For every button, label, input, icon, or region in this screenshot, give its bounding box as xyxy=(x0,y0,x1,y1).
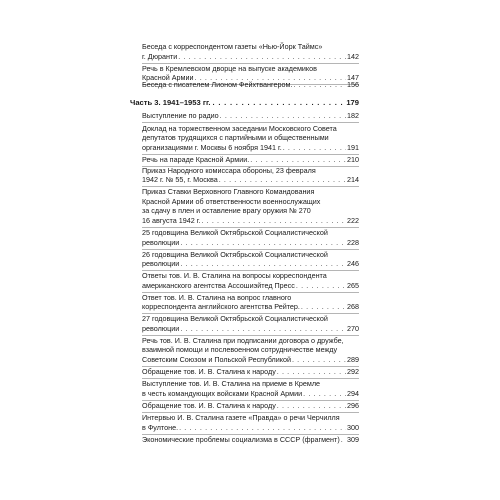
leader-dots xyxy=(180,259,346,269)
toc-entry-line: Беседа с корреспондентом газеты «Нью-Йорк Таймс» xyxy=(142,42,323,51)
toc-entry-line: Доклад на торжественном заседании Московского Совета xyxy=(142,123,337,133)
leader-dots xyxy=(201,216,346,226)
leader-dots xyxy=(179,423,346,433)
leader-dots xyxy=(296,281,346,291)
toc-entry[interactable] xyxy=(142,379,359,398)
toc-entry[interactable] xyxy=(142,413,359,432)
toc-entry-line: Обращение тов. И. В. Сталина к народу xyxy=(142,400,276,410)
toc-entry-line: Красной Армии xyxy=(142,73,194,83)
toc-page-number: 268 xyxy=(347,302,359,312)
toc-entry[interactable] xyxy=(142,155,359,165)
toc-entry-line: Речь на параде Красной Армии. xyxy=(142,154,250,164)
toc-entry-line: взаимной помощи и послевоенном сотрудничестве между xyxy=(142,345,338,355)
toc-entry-line: Приказ Ставки Верховного Главного Командования xyxy=(142,187,315,196)
leader-dots xyxy=(178,52,346,62)
toc-entry-line: в честь командующих войсками Красной Армии xyxy=(142,388,303,398)
toc-entry-line: 27 годовщина Великой Октябрьской Социалистической xyxy=(142,314,328,323)
toc-entry[interactable] xyxy=(142,271,359,290)
toc-entry-line: Приказ Народного комиссара обороны, 23 февраля xyxy=(142,165,316,175)
leader-dots xyxy=(283,143,346,153)
toc-entry-line: в Фултоне. xyxy=(142,422,179,432)
toc-page-number: 147 xyxy=(347,73,359,83)
toc-entry[interactable] xyxy=(142,124,359,153)
leader-dots xyxy=(303,389,346,399)
toc-entry-line: корреспондента английского агентства Рейтер. xyxy=(142,302,300,312)
toc-entry-line: за сдачу в плен и оставление врагу оружия № 270 xyxy=(142,206,311,216)
toc-entry-line: Беседа с писателем Лионом Фейхтвангером. xyxy=(142,79,293,89)
leader-dots xyxy=(292,355,346,365)
toc-entry-line: Красной Армии об ответственности военнослужащих xyxy=(142,196,321,206)
toc-page-number: 294 xyxy=(347,388,359,398)
leader-dots xyxy=(213,98,345,108)
leader-dots xyxy=(301,302,346,312)
toc-entry-line: революции xyxy=(142,259,180,269)
toc-entry-line: 16 августа 1942 г. xyxy=(142,215,201,225)
toc-page-number: 270 xyxy=(347,323,359,333)
toc-entry[interactable] xyxy=(142,314,359,333)
toc-entry-line: Ответы тов. И. В. Сталина на вопросы корреспондента xyxy=(142,271,327,280)
toc-page-number: 182 xyxy=(347,110,359,120)
toc-page-number: 222 xyxy=(347,215,359,225)
toc-page-number: 142 xyxy=(347,51,359,61)
toc-entry-line: Обращение тов. И. В. Сталина к народу xyxy=(142,366,276,376)
entry-separator xyxy=(142,122,359,123)
toc-page-number: 246 xyxy=(347,259,359,269)
toc-entry-line: 25 годовщина Великой Октябрьской Социалистической xyxy=(142,228,328,237)
toc-entry[interactable] xyxy=(142,435,359,445)
leader-dots xyxy=(180,238,346,248)
toc-entry-line: революции xyxy=(142,237,180,247)
toc-entry-line: американского агентства Ассошиэйтед Пресс xyxy=(142,280,295,290)
leader-dots xyxy=(293,80,346,90)
toc-entry-line: г. Дюранти xyxy=(142,51,178,61)
toc-entry-line: организациями г. Москвы 6 ноября 1941 г. xyxy=(142,142,282,152)
toc-page-number: 265 xyxy=(347,280,359,290)
part-title: Часть 3. 1941–1953 гг. xyxy=(130,98,211,107)
toc-page-number: 309 xyxy=(347,434,359,444)
part-heading[interactable] xyxy=(130,98,359,108)
leader-dots xyxy=(277,367,346,377)
toc-page-number: 214 xyxy=(347,175,359,185)
leader-dots xyxy=(180,324,346,334)
toc-entry[interactable] xyxy=(142,228,359,247)
toc-entry-line: Интервью И. В. Сталина газете «Правда» о речи Черчилля xyxy=(142,413,340,422)
toc-entry[interactable] xyxy=(142,187,359,225)
toc-page-number: 156 xyxy=(347,79,359,89)
toc-entry-line: Речь тов. И. В. Сталина при подписании договора о дружбе, xyxy=(142,335,344,345)
toc-page-number: 292 xyxy=(347,366,359,376)
toc-page-number: 289 xyxy=(347,354,359,364)
toc-entry[interactable] xyxy=(142,293,359,312)
toc-entry-line: депутатов трудящихся с партийными и общественными xyxy=(142,133,329,143)
toc-entry[interactable] xyxy=(142,111,359,121)
leader-dots xyxy=(277,401,346,411)
toc-entry-line: Экономические проблемы социализма в СССР (фрагмент) xyxy=(142,434,340,444)
toc-entry[interactable] xyxy=(142,80,359,90)
leader-dots xyxy=(219,175,346,185)
part-page-number: 179 xyxy=(346,98,359,107)
toc-entry-line: революции xyxy=(142,323,180,333)
toc-entry[interactable] xyxy=(142,250,359,269)
leader-dots xyxy=(220,111,346,121)
toc-entry[interactable] xyxy=(142,166,359,185)
toc-entry[interactable] xyxy=(142,367,359,377)
toc-entry-line: Речь в Кремлевском дворце на выпуске академиков xyxy=(142,63,317,73)
leader-dots xyxy=(341,435,346,445)
toc-entry-line: 1942 г. № 55, г. Москва xyxy=(142,175,218,185)
toc-page-number: 300 xyxy=(347,422,359,432)
toc-entry-line: 26 годовщина Великой Октябрьской Социалистической xyxy=(142,249,328,259)
toc-entry[interactable] xyxy=(142,42,359,61)
toc-entry-line: Советским Союзом и Польской Республикой xyxy=(142,354,291,364)
toc-entry-line: Выступление по радио xyxy=(142,110,219,120)
toc-page-number: 191 xyxy=(347,142,359,152)
toc-entry[interactable] xyxy=(142,401,359,411)
toc-entry-line: Ответ тов. И. В. Сталина на вопрос главного xyxy=(142,292,292,302)
toc-page-number: 296 xyxy=(347,400,359,410)
leader-dots xyxy=(250,155,346,165)
toc-entry-line: Выступление тов. И. В. Сталина на приеме в Кремле xyxy=(142,379,321,388)
toc-page-number: 210 xyxy=(347,154,359,164)
toc-entry[interactable] xyxy=(142,336,359,365)
toc-page-number: 228 xyxy=(347,237,359,247)
